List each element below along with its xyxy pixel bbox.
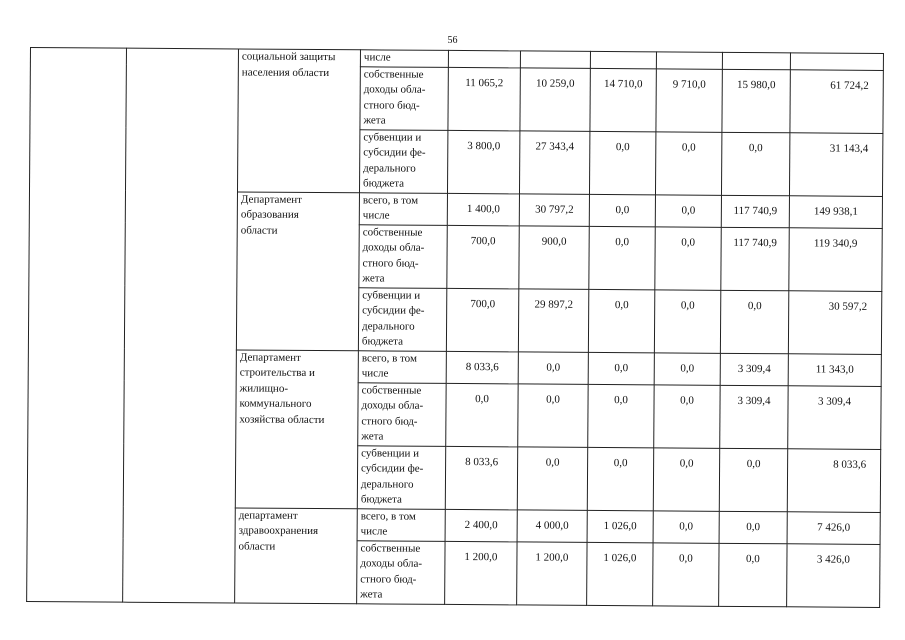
value-cell: 1 200,0 [445, 541, 517, 605]
value-cell: 0,0 [518, 351, 588, 383]
category-cell: субвенции и субсидии фе- дерального бюджета [359, 129, 447, 193]
value-cell: 0,0 [655, 131, 721, 194]
value-cell: 0,0 [719, 543, 787, 606]
value-cell: 3 309,4 [720, 353, 788, 385]
value-cell: 29 897,2 [518, 288, 588, 351]
value-cell: 15 980,0 [722, 69, 790, 132]
category-cell: собственные доходы обла- стного бюд- жета [358, 382, 446, 446]
value-cell: 8 033,6 [787, 448, 880, 512]
agency-cell: социальной защиты населения области [237, 49, 360, 192]
value-cell: 4 000,0 [517, 509, 587, 541]
budget-table [26, 47, 884, 607]
value-cell: 30 797,2 [519, 193, 589, 225]
value-cell: 2 400,0 [445, 509, 517, 542]
category-cell: всего, в том числе [358, 350, 446, 383]
agency-cell: департамент здравоохранения области [235, 507, 358, 603]
value-cell: 8 033,6 [446, 351, 518, 384]
value-cell: 0,0 [719, 511, 787, 543]
category-cell: субвенции и субсидии фе- дерального бюджета [358, 287, 446, 351]
value-cell: 10 259,0 [520, 67, 590, 130]
value-cell: 3 800,0 [447, 130, 519, 194]
value-cell: 0,0 [654, 384, 720, 447]
value-cell: 0,0 [721, 132, 789, 195]
value-cell: 117 740,9 [721, 195, 789, 227]
value-cell: 700,0 [447, 225, 519, 289]
value-cell: 0,0 [589, 131, 655, 194]
agency-cell: Департамент образования области [236, 191, 359, 350]
empty-cell-col2 [123, 48, 239, 602]
value-cell: 27 343,4 [519, 130, 589, 193]
value-cell [448, 50, 520, 67]
value-cell: 30 597,2 [788, 290, 881, 354]
value-cell: 0,0 [653, 510, 719, 542]
value-cell: 3 309,4 [720, 385, 788, 448]
value-cell: 0,0 [589, 194, 655, 226]
empty-cell-col1 [27, 48, 127, 602]
value-cell: 1 200,0 [517, 541, 587, 604]
value-cell: 117 740,9 [721, 227, 789, 290]
value-cell: 0,0 [517, 446, 587, 509]
agency-cell: Департамент строительства и жилищно- коммунального хозяйства области [235, 349, 358, 508]
value-cell [722, 52, 790, 69]
category-cell: собственные доходы обла- стного бюд- жета [360, 66, 448, 130]
value-cell: 31 143,4 [789, 132, 882, 196]
value-cell: 11 343,0 [788, 353, 881, 386]
value-cell: 1 026,0 [587, 542, 653, 605]
value-cell [520, 51, 590, 68]
value-cell: 0,0 [720, 290, 788, 353]
value-cell: 0,0 [653, 447, 719, 510]
value-cell: 14 710,0 [590, 68, 656, 131]
value-cell: 1 026,0 [587, 510, 653, 542]
value-cell [590, 51, 656, 68]
value-cell: 0,0 [587, 447, 653, 510]
value-cell: 0,0 [589, 226, 655, 289]
value-cell: 11 065,2 [448, 67, 520, 131]
value-cell: 9 710,0 [656, 68, 722, 131]
value-cell: 700,0 [446, 288, 518, 352]
category-cell: всего, в том числе [359, 192, 447, 225]
value-cell [656, 52, 722, 69]
value-cell: 0,0 [446, 383, 518, 447]
value-cell: 0,0 [518, 383, 588, 446]
value-cell: 900,0 [519, 225, 589, 288]
value-cell: 0,0 [653, 542, 719, 605]
value-cell: 149 938,1 [789, 195, 882, 228]
page-number: 56 [447, 35, 458, 46]
value-cell: 0,0 [655, 194, 721, 226]
category-cell: собственные доходы обла- стного бюд- жета [357, 540, 445, 604]
value-cell: 7 426,0 [787, 511, 880, 544]
value-cell: 119 340,9 [789, 227, 882, 291]
value-cell: 3 426,0 [787, 543, 880, 607]
category-cell: всего, в том числе [357, 508, 445, 541]
value-cell: 0,0 [588, 289, 654, 352]
value-cell: 0,0 [588, 352, 654, 384]
value-cell: 1 400,0 [447, 193, 519, 226]
category-cell: числе [360, 50, 448, 67]
category-cell: субвенции и субсидии фе- дерального бюджета [357, 445, 445, 509]
value-cell: 0,0 [654, 352, 720, 384]
value-cell: 3 309,4 [788, 385, 881, 449]
value-cell: 0,0 [655, 226, 721, 289]
value-cell: 61 724,2 [790, 69, 883, 133]
category-cell: собственные доходы обла- стного бюд- жета [359, 224, 447, 288]
value-cell [790, 53, 883, 70]
value-cell: 0,0 [719, 448, 787, 511]
value-cell: 0,0 [588, 384, 654, 447]
value-cell: 8 033,6 [445, 446, 517, 510]
value-cell: 0,0 [654, 289, 720, 352]
